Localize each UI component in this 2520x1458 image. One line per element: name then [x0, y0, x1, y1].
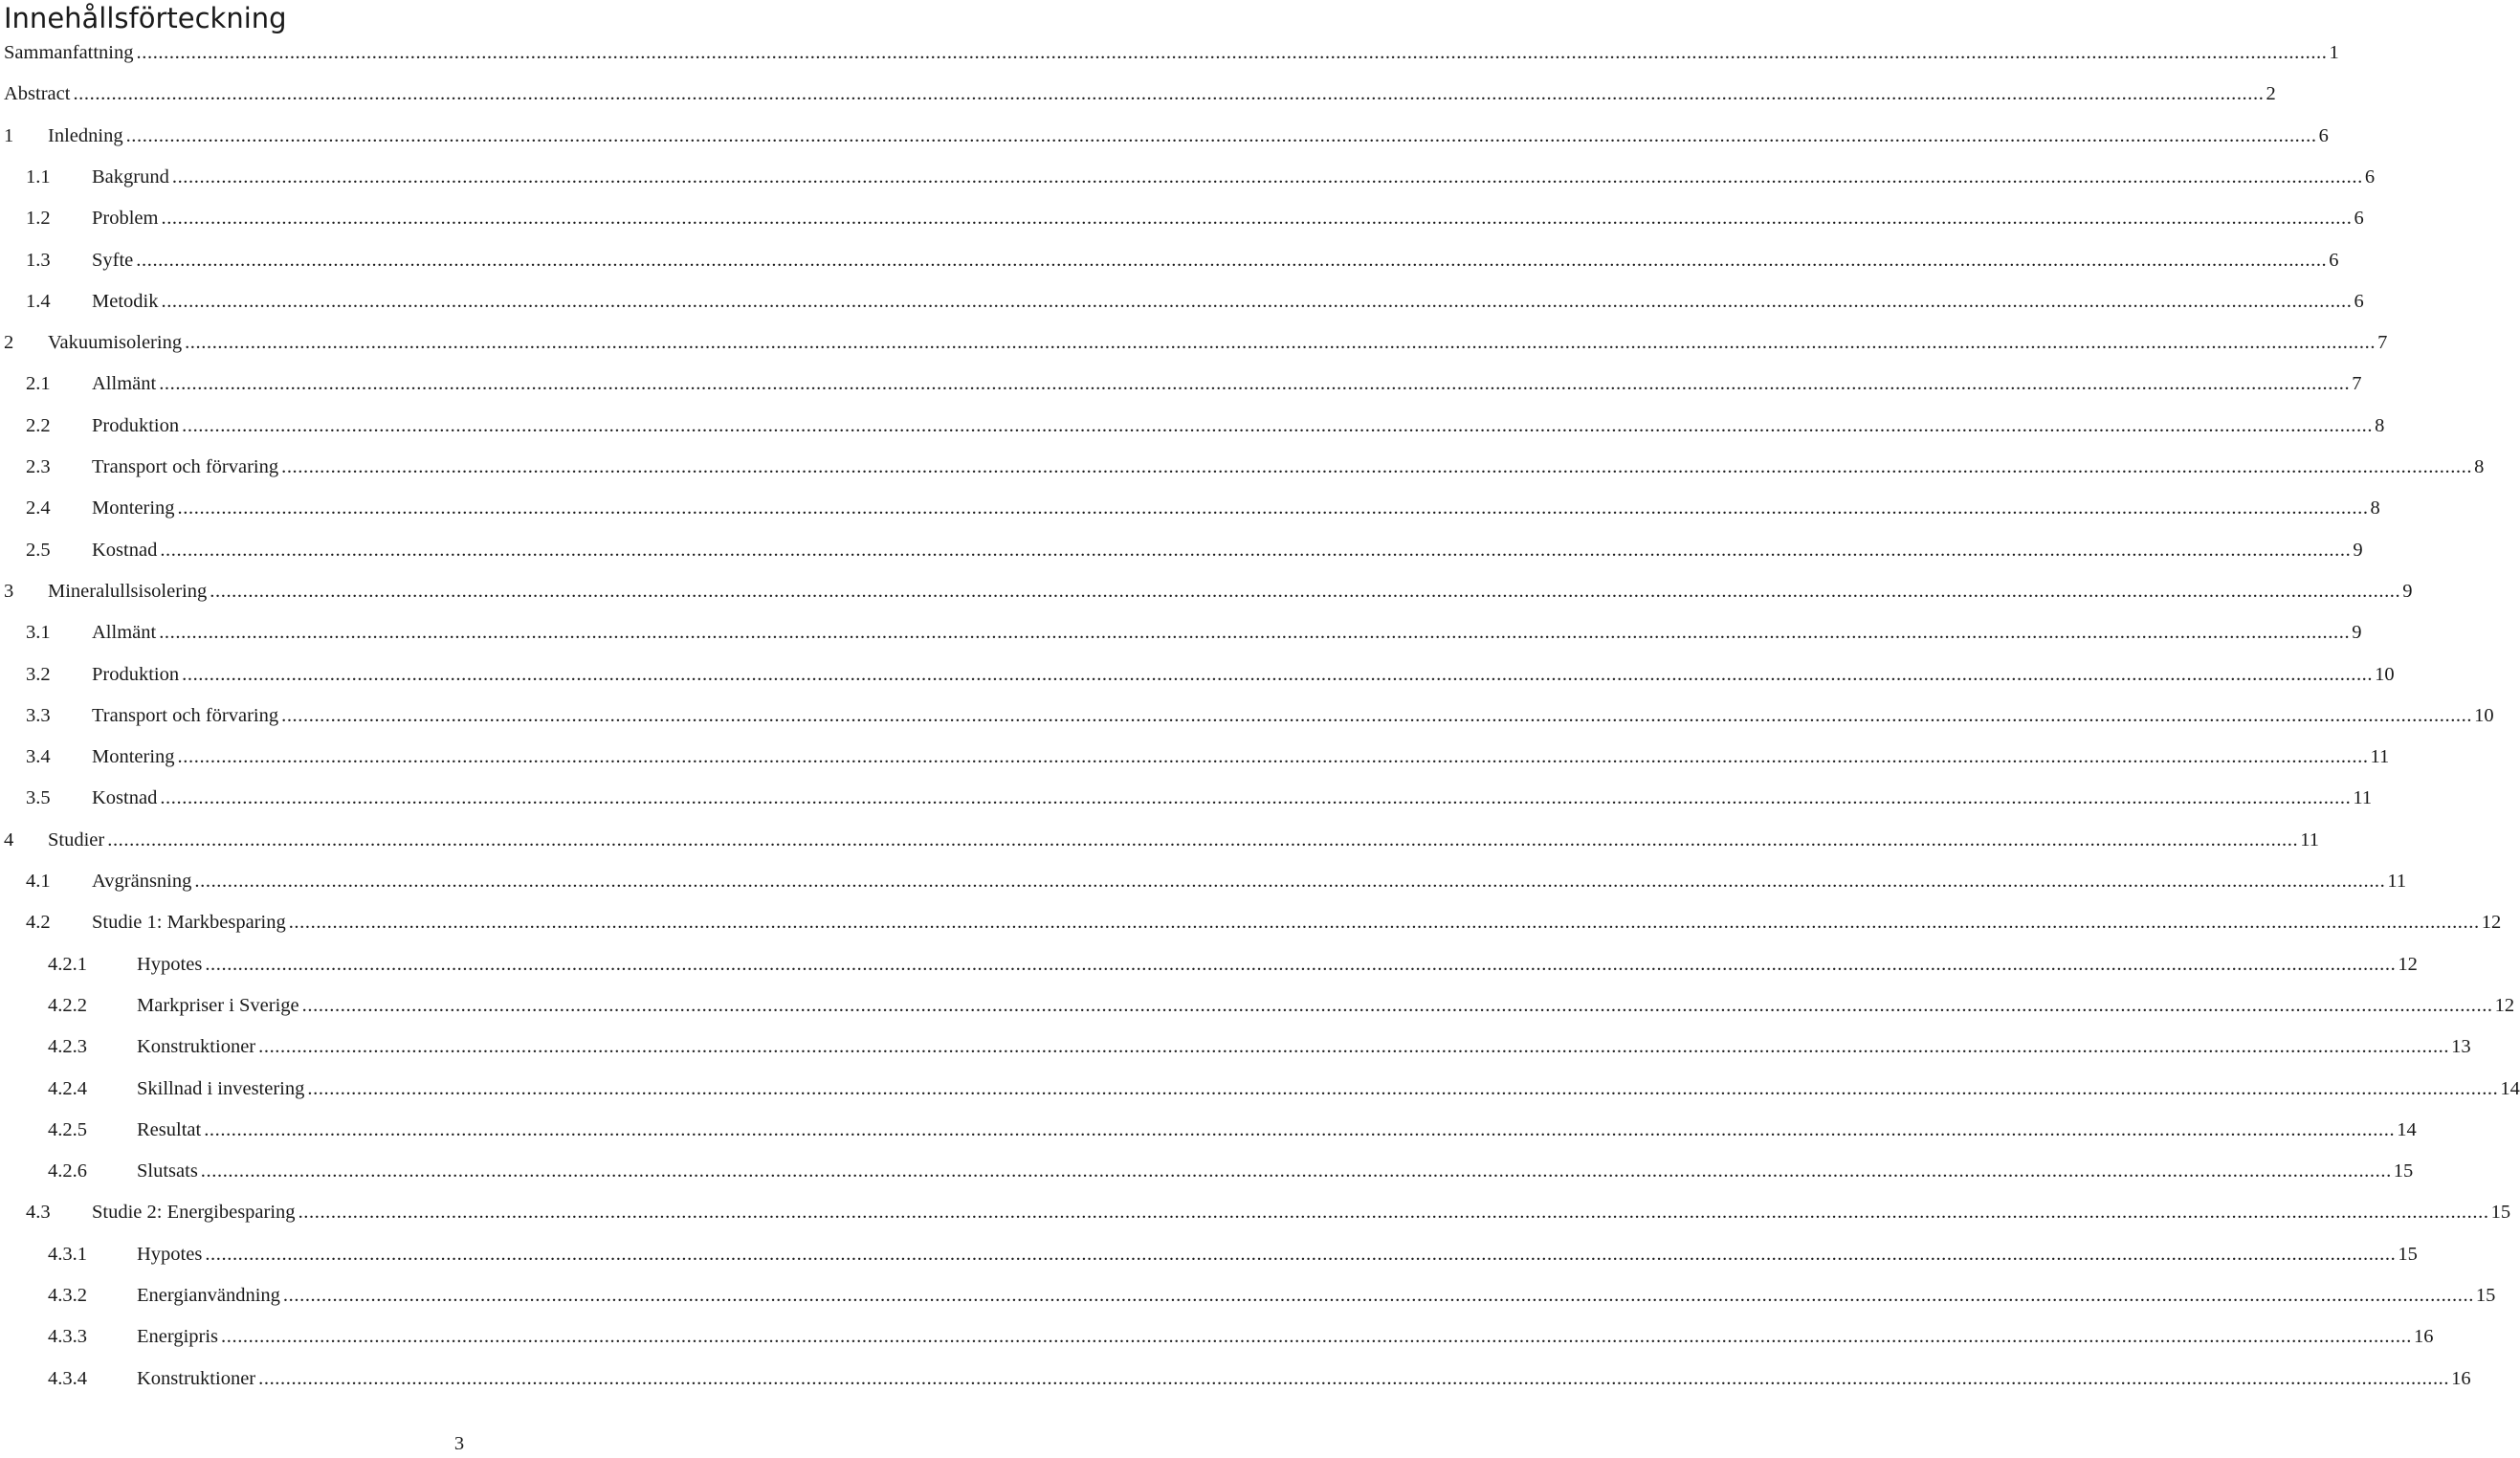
toc-entry-title: Produktion	[92, 414, 180, 436]
dot-leader: ................................................................................................................................................................................................................................................................................................................................................................................................................	[73, 83, 2265, 105]
toc-entry-title: Kostnad	[92, 787, 158, 809]
dot-leader: ................................................................................................................................................................................................................................................................................................................................................................................................................	[301, 994, 2493, 1016]
toc-entry[interactable]	[0, 577, 2413, 606]
toc-entry-title: Markpriser i Sverige	[137, 994, 299, 1016]
dot-leader: ................................................................................................................................................................................................................................................................................................................................................................................................................	[281, 704, 2473, 726]
toc-entry-number: 3.5	[26, 787, 51, 809]
dot-leader: ................................................................................................................................................................................................................................................................................................................................................................................................................	[159, 622, 2351, 644]
toc-entry-number: 3.3	[26, 704, 51, 726]
toc-entry-title: Mineralullsisolering	[48, 580, 208, 602]
toc-entry[interactable]	[0, 536, 2363, 564]
dot-leader: ................................................................................................................................................................................................................................................................................................................................................................................................................	[194, 871, 2386, 892]
toc-entry-number: 2.4	[26, 497, 51, 519]
toc-entry-number: 4.2	[26, 912, 51, 934]
toc-entry-title: Konstruktioner	[137, 1036, 256, 1058]
toc-entry-number: 1.4	[26, 290, 51, 312]
toc-entry-title: Metodik	[92, 290, 159, 312]
toc-entry-number: 4.3.3	[48, 1326, 87, 1348]
toc-entry[interactable]	[0, 1364, 2471, 1393]
toc-entry-number: 2.5	[26, 539, 51, 561]
toc-entry-title: Allmänt	[92, 373, 157, 395]
toc-entry-title: Vakuumisolering	[48, 332, 183, 354]
toc-entry[interactable]	[0, 1198, 2511, 1226]
toc-entry-number: 4.3.4	[48, 1367, 87, 1389]
toc-entry-page: 13	[2451, 1036, 2471, 1058]
toc-entry-page: 8	[2375, 414, 2385, 436]
toc-entry-title: Energianvändning	[137, 1285, 280, 1306]
toc-entry-title: Montering	[92, 497, 175, 519]
toc-entry-number: 4	[4, 828, 14, 850]
toc-entry-title: Bakgrund	[92, 166, 169, 188]
toc-entry-number: 3.2	[26, 663, 51, 685]
dot-leader: ................................................................................................................................................................................................................................................................................................................................................................................................................	[161, 208, 2353, 230]
toc-entry-number: 1.2	[26, 208, 51, 230]
toc-entry-title: Allmänt	[92, 622, 157, 644]
toc-entry[interactable]	[0, 826, 2319, 854]
toc-entry-number: 4.2.5	[48, 1118, 87, 1140]
toc-entry[interactable]	[0, 618, 2362, 647]
dot-leader: ................................................................................................................................................................................................................................................................................................................................................................................................................	[159, 373, 2351, 395]
toc-entry-page: 7	[2377, 332, 2388, 354]
toc-entry-page: 16	[2451, 1367, 2471, 1389]
dot-leader: ................................................................................................................................................................................................................................................................................................................................................................................................................	[204, 1118, 2396, 1140]
toc-entry-page: 11	[2353, 787, 2373, 809]
toc-entry-page: 6	[2318, 124, 2329, 146]
toc-entry-number: 2	[4, 332, 14, 354]
toc-entry-title: Hypotes	[137, 1243, 203, 1265]
dot-leader: ................................................................................................................................................................................................................................................................................................................................................................................................................	[258, 1036, 2450, 1058]
toc-entry-number: 1.1	[26, 166, 51, 188]
toc-entry-number: 3.1	[26, 622, 51, 644]
toc-entry[interactable]	[0, 494, 2380, 522]
toc-entry-number: 2.1	[26, 373, 51, 395]
dot-leader: ................................................................................................................................................................................................................................................................................................................................................................................................................	[281, 456, 2473, 477]
dot-leader: ................................................................................................................................................................................................................................................................................................................................................................................................................	[160, 787, 2352, 809]
toc-entry-title: Produktion	[92, 663, 180, 685]
toc-entry-title: Sammanfattning	[4, 42, 134, 63]
toc-entry-title: Avgränsning	[92, 871, 192, 892]
toc-entry-page: 9	[2402, 580, 2413, 602]
toc-entry-title: Skillnad i investering	[137, 1077, 305, 1099]
toc-entry[interactable]	[0, 453, 2485, 481]
toc-entry[interactable]	[0, 1032, 2471, 1061]
toc-entry-page: 15	[2475, 1285, 2496, 1306]
toc-entry-page: 12	[2398, 953, 2418, 975]
toc-entry-title: Resultat	[137, 1118, 202, 1140]
dot-leader: ................................................................................................................................................................................................................................................................................................................................................................................................................	[298, 1202, 2489, 1224]
toc-entry-page: 14	[2500, 1077, 2520, 1099]
toc-entry-number: 3	[4, 580, 14, 602]
toc-entry[interactable]	[0, 1074, 2520, 1103]
toc-entry-page: 15	[2490, 1202, 2511, 1224]
toc-entry[interactable]	[0, 991, 2515, 1020]
toc-entry-number: 4.2.4	[48, 1077, 87, 1099]
toc-entry-number: 4.3.1	[48, 1243, 87, 1265]
dot-leader: ................................................................................................................................................................................................................................................................................................................................................................................................................	[177, 497, 2369, 519]
toc-entry[interactable]	[0, 742, 2390, 771]
toc-entry[interactable]	[0, 1116, 2417, 1144]
dot-leader: ................................................................................................................................................................................................................................................................................................................................................................................................................	[161, 290, 2353, 312]
toc-entry-number: 1	[4, 124, 14, 146]
toc-heading: Innehållsförteckning	[4, 2, 287, 34]
toc-entry-page: 1	[2329, 42, 2339, 63]
dot-leader: ................................................................................................................................................................................................................................................................................................................................................................................................................	[258, 1367, 2450, 1389]
toc-entry[interactable]	[0, 79, 2276, 108]
toc-entry-number: 4.3	[26, 1202, 51, 1224]
toc-entry-title: Syfte	[92, 249, 134, 271]
toc-entry-title: Studier	[48, 828, 105, 850]
toc-entry-page: 6	[2354, 290, 2364, 312]
dot-leader: ................................................................................................................................................................................................................................................................................................................................................................................................................	[307, 1077, 2499, 1099]
toc-entry-page: 6	[2329, 249, 2339, 271]
dot-leader: ................................................................................................................................................................................................................................................................................................................................................................................................................	[221, 1326, 2413, 1348]
toc-entry-page: 14	[2397, 1118, 2417, 1140]
toc-entry-title: Studie 2: Energibesparing	[92, 1202, 296, 1224]
toc-entry[interactable]	[0, 411, 2385, 440]
toc-entry[interactable]	[0, 867, 2407, 895]
toc-entry-page: 9	[2353, 539, 2363, 561]
toc-entry[interactable]	[0, 1240, 2418, 1269]
toc-entry-title: Transport och förvaring	[92, 456, 279, 477]
toc-entry[interactable]	[0, 122, 2329, 150]
toc-entry[interactable]	[0, 204, 2364, 232]
toc-entry-title: Energipris	[137, 1326, 219, 1348]
toc-entry-page: 12	[2481, 912, 2502, 934]
toc-entry[interactable]	[0, 908, 2502, 937]
toc-entry-title: Abstract	[4, 83, 71, 105]
toc-entry-number: 4.2.1	[48, 953, 87, 975]
toc-entry-page: 10	[2375, 663, 2395, 685]
dot-leader: ................................................................................................................................................................................................................................................................................................................................................................................................................	[182, 663, 2374, 685]
toc-entry-page: 11	[2387, 871, 2407, 892]
toc-entry-page: 16	[2414, 1326, 2434, 1348]
toc-entry-title: Kostnad	[92, 539, 158, 561]
toc-entry-number: 1.3	[26, 249, 51, 271]
toc-entry-title: Montering	[92, 746, 175, 768]
toc-entry-title: Problem	[92, 208, 159, 230]
toc-entry-page: 8	[2370, 497, 2380, 519]
toc-entry[interactable]	[0, 950, 2418, 979]
toc-entry-number: 4.3.2	[48, 1285, 87, 1306]
toc-entry[interactable]	[0, 784, 2373, 812]
toc-entry-page: 9	[2352, 622, 2362, 644]
toc-entry-page: 8	[2474, 456, 2485, 477]
toc-entry-number: 2.3	[26, 456, 51, 477]
toc-entry[interactable]	[0, 246, 2339, 275]
toc-entry-title: Studie 1: Markbesparing	[92, 912, 286, 934]
dot-leader: ................................................................................................................................................................................................................................................................................................................................................................................................................	[171, 166, 2363, 188]
toc-entry[interactable]	[0, 701, 2494, 730]
toc-entry[interactable]	[0, 1157, 2414, 1185]
toc-entry-page: 6	[2364, 166, 2376, 188]
toc-entry[interactable]	[0, 1322, 2434, 1351]
dot-leader: ................................................................................................................................................................................................................................................................................................................................................................................................................	[210, 580, 2401, 602]
dot-leader: ................................................................................................................................................................................................................................................................................................................................................................................................................	[205, 953, 2397, 975]
dot-leader: ................................................................................................................................................................................................................................................................................................................................................................................................................	[200, 1160, 2392, 1182]
toc-entry[interactable]	[0, 163, 2376, 191]
dot-leader: ................................................................................................................................................................................................................................................................................................................................................................................................................	[160, 539, 2352, 561]
dot-leader: ................................................................................................................................................................................................................................................................................................................................................................................................................	[136, 42, 2328, 63]
toc-entry-number: 3.4	[26, 746, 51, 768]
toc-entry[interactable]	[0, 287, 2364, 316]
toc-entry-page: 10	[2474, 704, 2494, 726]
toc-entry-number: 2.2	[26, 414, 51, 436]
toc-entry-title: Hypotes	[137, 953, 203, 975]
toc-entry[interactable]	[0, 38, 2339, 67]
dot-leader: ................................................................................................................................................................................................................................................................................................................................................................................................................	[288, 912, 2480, 934]
dot-leader: ................................................................................................................................................................................................................................................................................................................................................................................................................	[205, 1243, 2397, 1265]
toc-entry-page: 12	[2494, 994, 2515, 1016]
toc-entry-title: Transport och förvaring	[92, 704, 279, 726]
toc-entry-title: Konstruktioner	[137, 1367, 256, 1389]
dot-leader: ................................................................................................................................................................................................................................................................................................................................................................................................................	[125, 124, 2317, 146]
dot-leader: ................................................................................................................................................................................................................................................................................................................................................................................................................	[282, 1285, 2474, 1306]
toc-entry[interactable]	[0, 369, 2362, 398]
dot-leader: ................................................................................................................................................................................................................................................................................................................................................................................................................	[177, 746, 2369, 768]
page-number: 3	[453, 1433, 465, 1454]
toc-entry-number: 4.1	[26, 871, 51, 892]
toc-entry-number: 4.2.2	[48, 994, 87, 1016]
toc-entry-page: 11	[2370, 746, 2390, 768]
toc-entry[interactable]	[0, 328, 2388, 357]
dot-leader: ................................................................................................................................................................................................................................................................................................................................................................................................................	[185, 332, 2376, 354]
toc-entry-page: 15	[2398, 1243, 2418, 1265]
toc-entry-number: 4.2.6	[48, 1160, 87, 1182]
toc-entry-title: Inledning	[48, 124, 123, 146]
toc-entry-page: 2	[2266, 83, 2276, 105]
toc-entry-title: Slutsats	[137, 1160, 198, 1182]
dot-leader: ................................................................................................................................................................................................................................................................................................................................................................................................................	[107, 828, 2299, 850]
toc-entry-number: 4.2.3	[48, 1036, 87, 1058]
dot-leader: ................................................................................................................................................................................................................................................................................................................................................................................................................	[136, 249, 2328, 271]
toc-entry-page: 11	[2300, 828, 2319, 850]
toc-entry-page: 15	[2393, 1160, 2414, 1182]
toc-entry-page: 6	[2354, 208, 2364, 230]
toc-entry[interactable]	[0, 1281, 2496, 1310]
dot-leader: ................................................................................................................................................................................................................................................................................................................................................................................................................	[182, 414, 2374, 436]
toc-entry[interactable]	[0, 660, 2395, 689]
toc-entry-page: 7	[2352, 373, 2362, 395]
